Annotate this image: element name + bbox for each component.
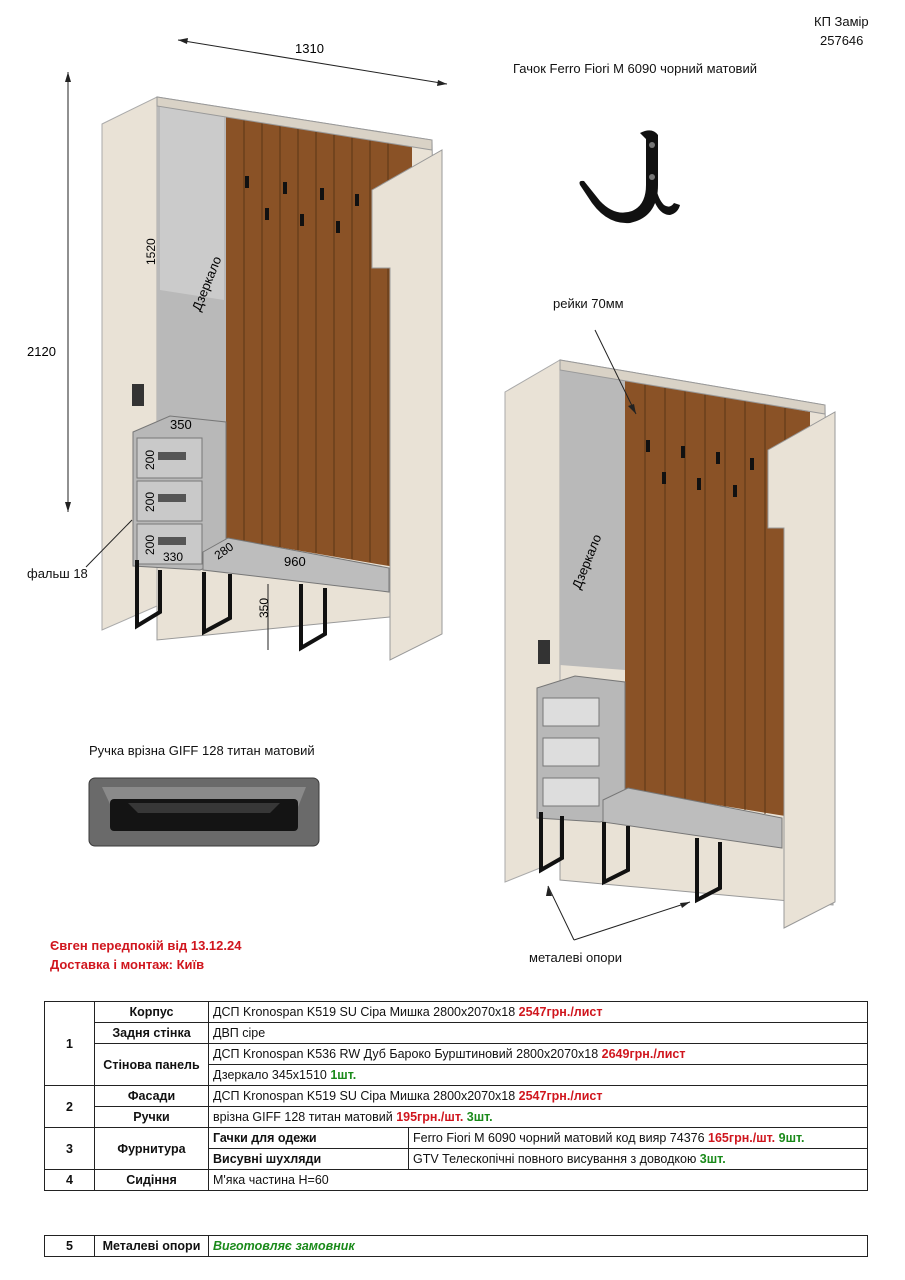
note-delivery: Доставка і монтаж: Київ	[50, 957, 205, 972]
row-facades-value	[209, 1086, 868, 1107]
row-1-num: 1	[45, 1002, 95, 1086]
spec-r1-korpus-text: ДСП Kronospan K519 SU Сіра Мишка 2800х2070х18	[213, 1005, 519, 1019]
spec-r2-handles-price: 195грн./шт.	[396, 1110, 464, 1124]
row-handles-label: Ручки	[95, 1107, 209, 1128]
false-panel-label: фальш 18	[27, 566, 88, 581]
spec-r2-handles-qty: 3шт.	[463, 1110, 493, 1124]
spec-r3-hooks-price: 165грн./шт.	[708, 1131, 776, 1145]
handle-title: Ручка врізна GIFF 128 титан матовий	[89, 743, 315, 758]
row-mirror-value	[209, 1065, 868, 1086]
row-korpus-label: Корпус	[95, 1002, 209, 1023]
spec-r3-hooks-qty: 9шт.	[775, 1131, 805, 1145]
row-back-value: ДВП сіре	[209, 1023, 868, 1044]
dim-bench-height: 350	[257, 597, 271, 618]
spec-r2-facades-price: 2547грн./лист	[518, 1089, 603, 1103]
row-korpus-value	[209, 1002, 868, 1023]
row-wall-label: Стінова панель	[95, 1044, 209, 1086]
row-facades-label: Фасади	[95, 1086, 209, 1107]
dim-height: 2120	[27, 344, 56, 359]
supports-label: металеві опори	[529, 950, 622, 965]
row-hooks-label: Гачки для одежи	[209, 1128, 409, 1149]
note-order: Євген передпокій від 13.12.24	[50, 938, 242, 953]
spec-r3-hooks-text: Ferro Fiori M 6090 чорний матовий код вияр 74376	[413, 1131, 709, 1145]
dim-cabinet-depth: 330	[163, 550, 184, 564]
spec-r1-wall-price: 2649грн./лист	[601, 1047, 686, 1061]
spec-r3-drawers-text: GTV Телескопічні повного висування з доводкою	[413, 1152, 700, 1166]
spec-r2-facades-text: ДСП Kronospan K519 SU Сіра Мишка 2800х2070х18	[213, 1089, 519, 1103]
spec-r1-korpus-price: 2547грн./лист	[518, 1005, 603, 1019]
dim-bench-depth: 280	[211, 539, 237, 563]
spec-r1-wall-text: ДСП Kronospan K536 RW Дуб Бароко Бурштиновий 2800х2070х18	[213, 1047, 602, 1061]
rails-label: рейки 70мм	[553, 296, 624, 311]
spec-table	[44, 1001, 868, 1191]
spec-r1-mirror-qty: 1шт.	[330, 1068, 357, 1082]
hook-title: Гачок Ferro Fiori M 6090 чорний матовий	[513, 61, 757, 76]
dim-drawer-2: 200	[143, 491, 157, 512]
row-back-label: Задня стінка	[95, 1023, 209, 1044]
row-drawers-label: Висувні шухляди	[209, 1149, 409, 1170]
row-2-num: 2	[45, 1086, 95, 1128]
row-hooks-value	[409, 1128, 868, 1149]
row-wall-value	[209, 1044, 868, 1065]
row-handles-value	[209, 1107, 868, 1128]
row-seat-value: М'яка частина Н=60	[209, 1170, 868, 1191]
hook-image	[570, 125, 685, 230]
mirror-label: Дзеркало	[188, 254, 225, 314]
spec-r1-mirror-text: Дзеркало 345х1510	[213, 1068, 331, 1082]
row-furniture-label: Фурнитура	[95, 1128, 209, 1170]
dim-drawer-1: 200	[143, 449, 157, 470]
order-number: 257646	[820, 33, 864, 48]
dim-bench-length: 960	[284, 554, 306, 569]
dim-width: 1310	[295, 41, 324, 56]
row-4-num: 4	[45, 1170, 95, 1191]
dim-cabinet-width: 350	[170, 417, 192, 432]
row-5-num: 5	[45, 1236, 95, 1257]
handle-image	[88, 777, 320, 847]
spec-r2-handles-text: врізна GIFF 128 титан матовий	[213, 1110, 397, 1124]
v2-mirror-label: Дзеркало	[568, 532, 605, 592]
cabinet-view-perspective	[490, 320, 850, 950]
row-supports-label: Металеві опори	[95, 1236, 209, 1257]
spec-table-supports	[44, 1235, 868, 1257]
row-supports-value: Виготовляє замовник	[209, 1236, 868, 1257]
dim-drawer-3: 200	[143, 534, 157, 555]
row-drawers-value	[409, 1149, 868, 1170]
row-3-num: 3	[45, 1128, 95, 1170]
dim-mirror-height: 1520	[144, 238, 158, 265]
spec-r3-drawers-qty: 3шт.	[699, 1152, 726, 1166]
row-seat-label: Сидіння	[95, 1170, 209, 1191]
order-label: КП Замір	[814, 14, 869, 29]
